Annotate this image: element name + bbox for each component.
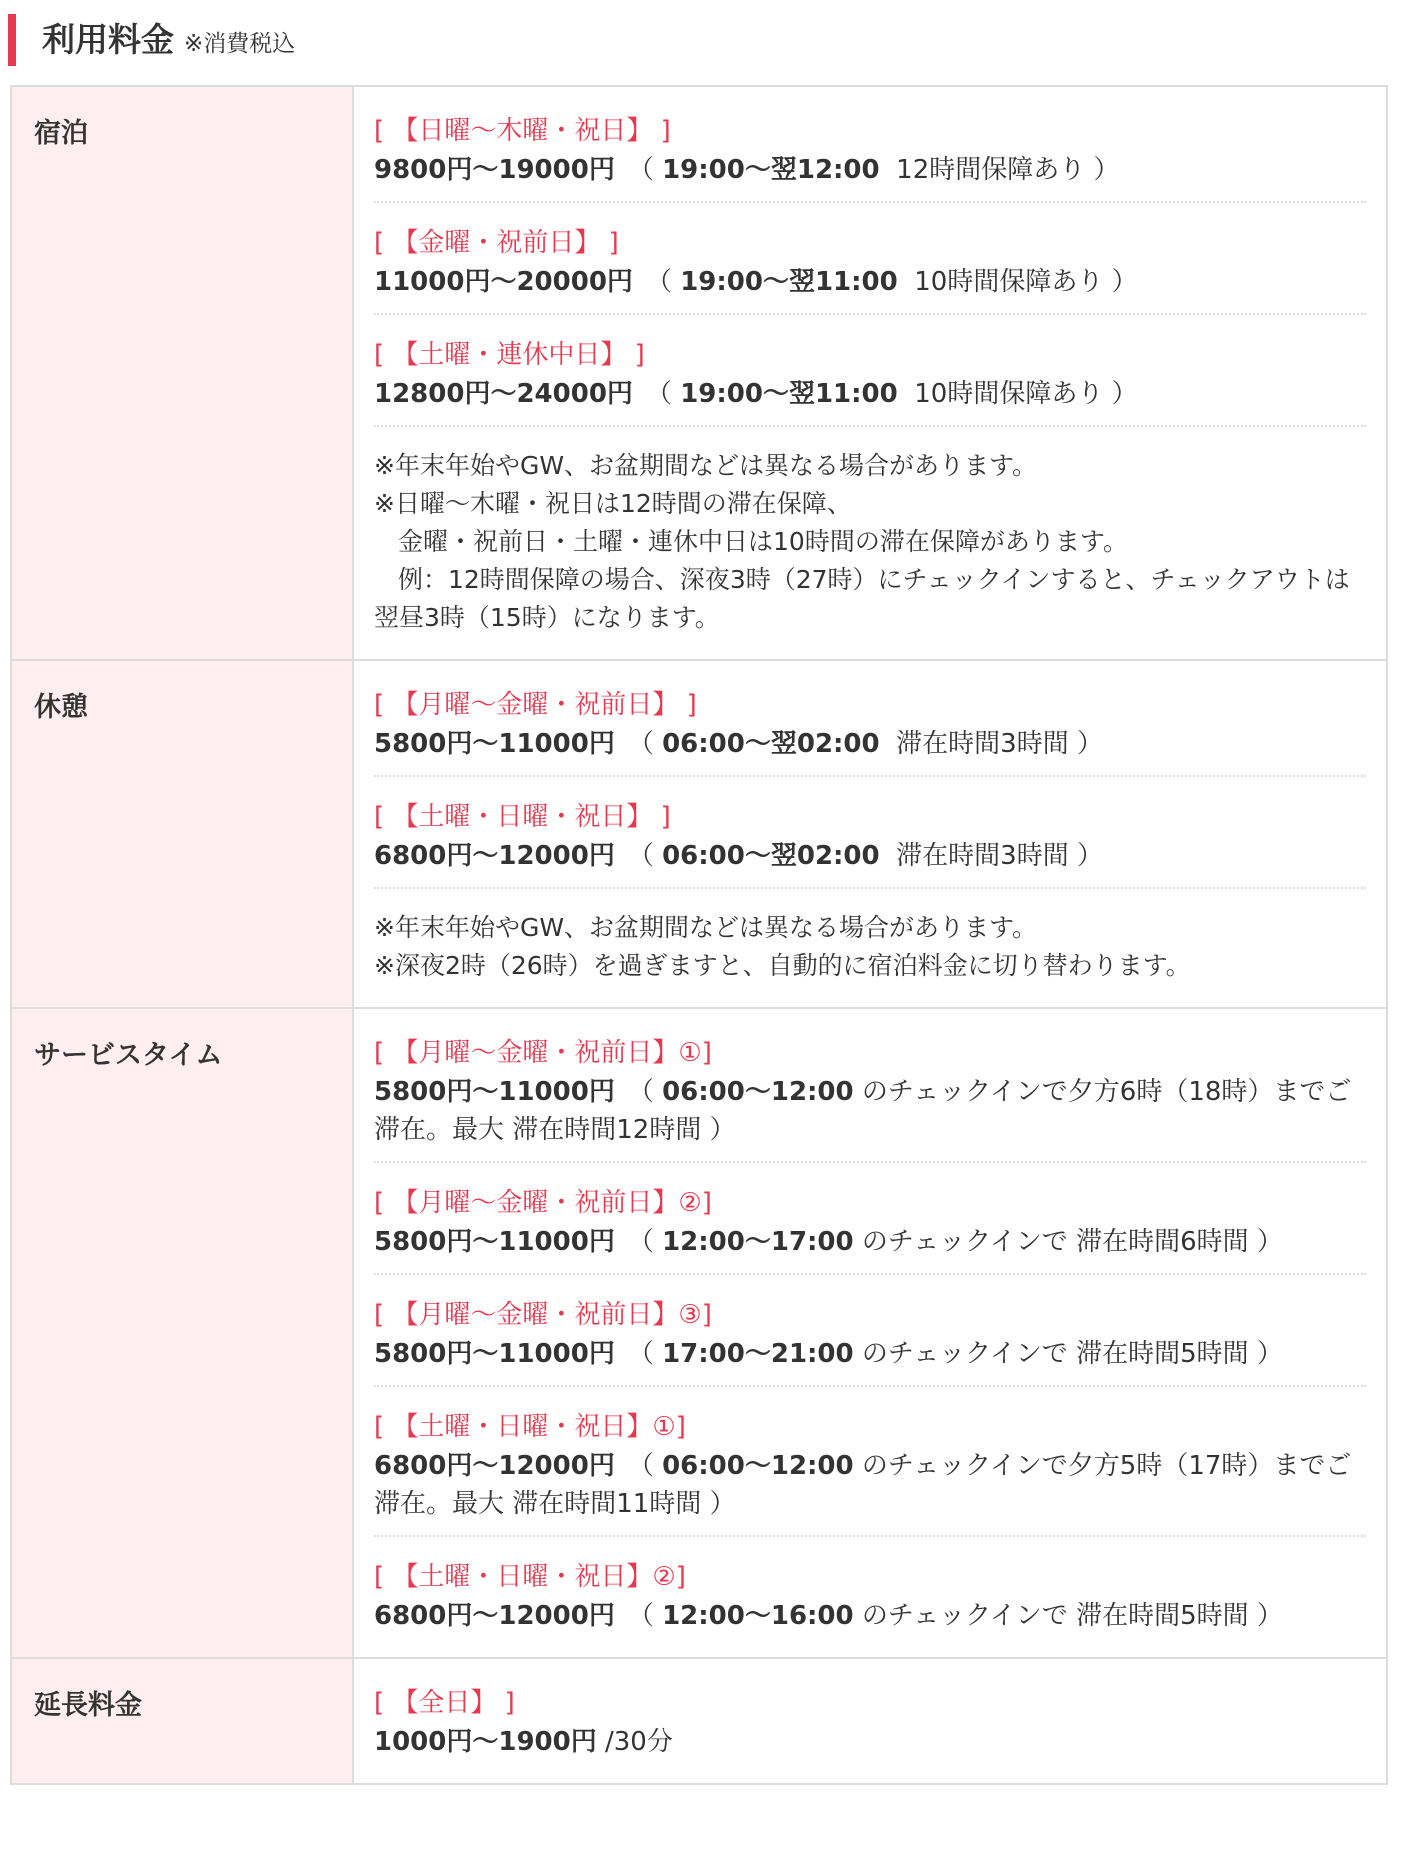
rate-time: 19:00～翌12:00	[662, 155, 880, 185]
section-heading	[8, 14, 295, 66]
rate-line: 12800円～24000円 （ 19:00～翌11:00 10時間保障あり ）	[374, 379, 1138, 409]
rate-extra: のチェックインで夕方5時（17時）までご滞在。最大 滞在時間11時間	[374, 1451, 1352, 1519]
rate-block	[374, 1557, 1366, 1635]
rate-block	[374, 1183, 1366, 1275]
rate-line: 5800円～11000円 （ 06:00～翌02:00 滞在時間3時間 ）	[374, 729, 1103, 759]
rate-price: 12800円～24000円	[374, 379, 633, 409]
row-label-stay: 宿泊	[11, 86, 353, 660]
rate-extra: 10時間保障あり	[914, 267, 1104, 297]
note-line: ※深夜2時（26時）を過ぎますと、自動的に宿泊料金に切り替わります。	[374, 951, 1191, 980]
rate-category: [ 【土曜・日曜・祝日】①]	[374, 1412, 686, 1442]
row-body-rest	[353, 660, 1387, 1008]
rate-time: 19:00～翌11:00	[680, 379, 898, 409]
rate-block	[374, 111, 1366, 203]
rate-time: 19:00～翌11:00	[680, 267, 898, 297]
rate-price: 5800円～11000円	[374, 1227, 615, 1257]
rate-per: /30分	[605, 1727, 673, 1757]
rate-line: 6800円～12000円 （ 06:00～翌02:00 滞在時間3時間 ）	[374, 841, 1103, 871]
note-line	[374, 561, 1366, 637]
rate-price: 1000円～1900円	[374, 1727, 597, 1757]
note-line: ※年末年始やGW、お盆期間などは異なる場合があります。	[374, 913, 1038, 942]
rate-extra: のチェックインで夕方6時（18時）までご滞在。最大 滞在時間12時間	[374, 1077, 1352, 1145]
rate-category: [ 【土曜・日曜・祝日】 ]	[374, 802, 671, 832]
note-text: 例：12時間保障の場合、深夜3時（27時）にチェックインすると、チェックアウトは翌昼3時（15時）になります。	[374, 565, 1350, 632]
rate-price: 5800円～11000円	[374, 729, 615, 759]
rate-price: 6800円～12000円	[374, 1601, 615, 1631]
rate-price: 6800円～12000円	[374, 841, 615, 871]
row-body-extension	[353, 1658, 1387, 1784]
note-line: ※年末年始やGW、お盆期間などは異なる場合があります。	[374, 451, 1038, 480]
rate-category: [ 【日曜～木曜・祝日】 ]	[374, 116, 671, 146]
rate-extra: 12時間保障あり	[896, 155, 1086, 185]
table-row-rest	[11, 660, 1387, 1008]
tax-note: ※消費税込	[184, 31, 296, 57]
rate-extra: のチェックインで 滞在時間6時間	[861, 1227, 1249, 1257]
rate-line: 5800円～11000円 （ 17:00～21:00 のチェックインで 滞在時間5時間 ）	[374, 1339, 1283, 1369]
table-row-extension	[11, 1658, 1387, 1784]
note-line: ※日曜～木曜・祝日は12時間の滞在保障、	[374, 489, 852, 518]
rate-line: 11000円～20000円 （ 19:00～翌11:00 10時間保障あり ）	[374, 267, 1138, 297]
rate-time: 06:00～12:00	[662, 1451, 854, 1481]
rate-extra: 滞在時間3時間	[896, 729, 1069, 759]
page-title: 利用料金	[42, 20, 174, 59]
rate-line: 6800円～12000円 （ 06:00～12:00 のチェックインで夕方5時（17時）までご滞在。最大 滞在時間11時間 ）	[374, 1451, 1352, 1519]
rate-time: 12:00～16:00	[662, 1601, 854, 1631]
rate-block	[374, 1683, 1366, 1761]
rate-time: 12:00～17:00	[662, 1227, 854, 1257]
rate-line: 9800円～19000円 （ 19:00～翌12:00 12時間保障あり ）	[374, 155, 1120, 185]
rate-block	[374, 335, 1366, 427]
rate-price: 5800円～11000円	[374, 1077, 615, 1107]
rate-price: 6800円～12000円	[374, 1451, 615, 1481]
rate-extra: 滞在時間3時間	[896, 841, 1069, 871]
rate-block	[374, 223, 1366, 315]
rate-line	[374, 1723, 1366, 1761]
rate-time: 06:00～翌02:00	[662, 841, 880, 871]
rate-category: [ 【金曜・祝前日】 ]	[374, 228, 619, 258]
rate-category: [ 【土曜・日曜・祝日】②]	[374, 1562, 686, 1592]
rate-line: 5800円～11000円 （ 12:00～17:00 のチェックインで 滞在時間6時間 ）	[374, 1227, 1283, 1257]
table-row-stay	[11, 86, 1387, 660]
rate-extra: 10時間保障あり	[914, 379, 1104, 409]
rate-block	[374, 1407, 1366, 1537]
table-row-service	[11, 1008, 1387, 1658]
rate-price: 9800円～19000円	[374, 155, 615, 185]
price-table	[10, 85, 1388, 1785]
rate-block	[374, 797, 1366, 889]
row-body-service	[353, 1008, 1387, 1658]
rate-block	[374, 685, 1366, 777]
note-line: 金曜・祝前日・土曜・連休中日は10時間の滞在保障があります。	[398, 527, 1128, 556]
rate-time: 06:00～翌02:00	[662, 729, 880, 759]
rate-block	[374, 1033, 1366, 1163]
rate-price: 11000円～20000円	[374, 267, 633, 297]
row-label-service: サービスタイム	[11, 1008, 353, 1658]
rate-line: 6800円～12000円 （ 12:00～16:00 のチェックインで 滞在時間5時間 ）	[374, 1601, 1283, 1631]
rate-time: 06:00～12:00	[662, 1077, 854, 1107]
rate-category: [ 【月曜～金曜・祝前日】②]	[374, 1188, 712, 1218]
rate-category: [ 【月曜～金曜・祝前日】 ]	[374, 690, 697, 720]
row-body-stay	[353, 86, 1387, 660]
rate-extra: のチェックインで 滞在時間5時間	[861, 1339, 1249, 1369]
rate-category: [ 【月曜～金曜・祝前日】③]	[374, 1300, 712, 1330]
rate-category: [ 【土曜・連休中日】 ]	[374, 340, 645, 370]
rate-category: [ 【全日】 ]	[374, 1688, 515, 1718]
rate-time: 17:00～21:00	[662, 1339, 854, 1369]
notes-block	[374, 909, 1366, 985]
rate-line: 5800円～11000円 （ 06:00～12:00 のチェックインで夕方6時（18時）までご滞在。最大 滞在時間12時間 ）	[374, 1077, 1352, 1145]
notes-block	[374, 447, 1366, 637]
rate-block	[374, 1295, 1366, 1387]
rate-price: 5800円～11000円	[374, 1339, 615, 1369]
rate-category: [ 【月曜～金曜・祝前日】①]	[374, 1038, 712, 1068]
row-label-rest: 休憩	[11, 660, 353, 1008]
rate-extra: のチェックインで 滞在時間5時間	[861, 1601, 1249, 1631]
row-label-extension: 延長料金	[11, 1658, 353, 1784]
